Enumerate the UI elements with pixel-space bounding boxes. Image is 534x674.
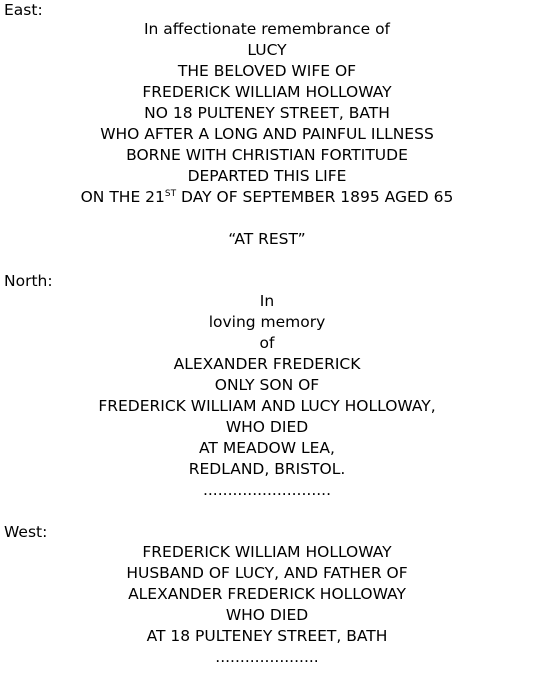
dotted-separator: .......................... [202, 481, 332, 499]
inscription-line: FREDERICK WILLIAM HOLLOWAY [142, 543, 392, 561]
date-ordinal-suffix: ST [164, 189, 177, 199]
date-line-start: ON THE 21 [80, 188, 165, 206]
inscription-line: ALEXANDER FREDERICK [173, 355, 361, 373]
inscription-line: LUCY [247, 41, 287, 59]
inscription-line: DEPARTED THIS LIFE [187, 167, 347, 185]
east-inscription [0, 19, 534, 250]
inscription-line: NO 18 PULTENEY STREET, BATH [144, 104, 390, 122]
north-inscription [0, 291, 534, 501]
inscription-line: FREDERICK WILLIAM AND LUCY HOLLOWAY, [98, 397, 436, 415]
north-side-label: North: [4, 272, 53, 290]
west-inscription [0, 542, 534, 668]
west-side-label: West: [4, 523, 48, 541]
inscription-line: of [259, 334, 275, 352]
inscription-line: ONLY SON OF [214, 376, 320, 394]
inscription-line: AT 18 PULTENEY STREET, BATH [146, 627, 388, 645]
epitaph: “AT REST” [228, 230, 306, 248]
inscription-line: WHO DIED [225, 606, 309, 624]
inscription-date-line [0, 187, 534, 208]
inscription-line: AT MEADOW LEA, [199, 439, 335, 457]
inscription-line: FREDERICK WILLIAM HOLLOWAY [142, 83, 392, 101]
date-line-end: DAY OF SEPTEMBER 1895 AGED 65 [176, 188, 454, 206]
blank-line [0, 208, 534, 229]
dotted-separator: ..................... [215, 648, 319, 666]
inscription-line: HUSBAND OF LUCY, AND FATHER OF [126, 564, 408, 582]
inscription-line: THE BELOVED WIFE OF [177, 62, 357, 80]
inscription-line: BORNE WITH CHRISTIAN FORTITUDE [126, 146, 408, 164]
east-side-label: East: [4, 1, 43, 19]
inscription-line: REDLAND, BRISTOL. [188, 460, 346, 478]
inscription-line: WHO AFTER A LONG AND PAINFUL ILLNESS [100, 125, 434, 143]
inscription-line: loving memory [208, 313, 326, 331]
inscription-line: In [259, 292, 275, 310]
inscription-line: In affectionate remembrance of [143, 20, 391, 38]
inscription-line: WHO DIED [225, 418, 309, 436]
inscription-line: ALEXANDER FREDERICK HOLLOWAY [128, 585, 406, 603]
